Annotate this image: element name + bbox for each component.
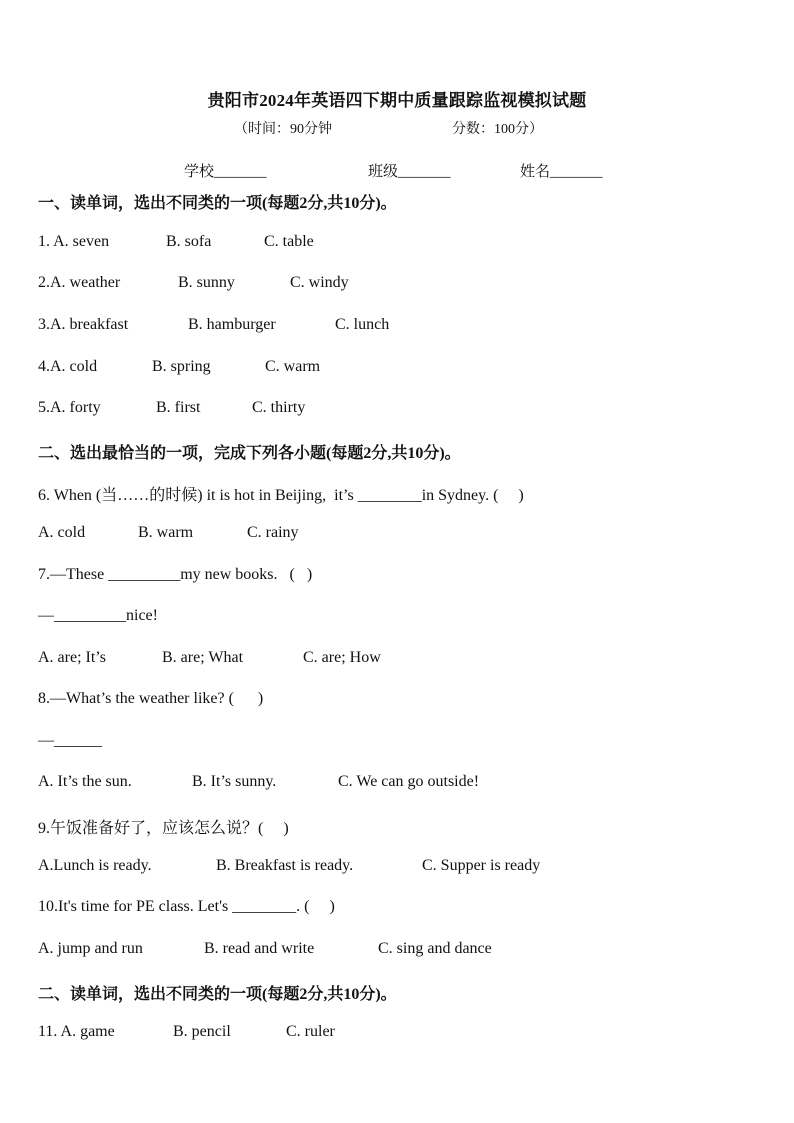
question-8-option-b: B. It’s sunny. xyxy=(192,773,277,790)
question-8-option-a: A. It’s the sun. xyxy=(38,773,132,790)
question-6-option-a: A. cold xyxy=(38,524,86,541)
question-10-option-a: A. jump and run xyxy=(38,940,143,957)
question-4-option-a: 4.A. cold xyxy=(38,358,98,375)
question-9-option-c: C. Supper is ready xyxy=(422,857,541,874)
school-field: 学校_______ xyxy=(184,164,267,180)
question-1-option-a: 1. A. seven xyxy=(38,233,110,250)
exam-title: 贵阳市2024年英语四下期中质量跟踪监视模拟试题 xyxy=(207,91,587,110)
class-field: 班级_______ xyxy=(368,164,451,180)
question-3-option-a: 3.A. breakfast xyxy=(38,316,129,333)
question-4-option-b: B. spring xyxy=(152,358,211,375)
question-5-option-a: 5.A. forty xyxy=(38,399,101,416)
question-6-option-c: C. rainy xyxy=(247,524,299,541)
question-10-option-b: B. read and write xyxy=(204,940,315,957)
question-9-option-b: B. Breakfast is ready. xyxy=(216,857,354,874)
question-3-option-c: C. lunch xyxy=(335,316,390,333)
exam-time: （时间：90分钟 xyxy=(234,122,332,137)
question-7-stem-reply: —_________nice! xyxy=(38,607,158,624)
question-7-option-c: C. are; How xyxy=(303,649,381,666)
question-1-option-b: B. sofa xyxy=(166,233,212,250)
question-3-option-b: B. hamburger xyxy=(188,316,276,333)
question-10-option-c: C. sing and dance xyxy=(378,940,492,957)
question-8-stem-reply: —______ xyxy=(38,732,102,749)
exam-score: 分数：100分） xyxy=(452,122,543,137)
section-3-heading: 二、读单词，选出不同类的一项(每题2分,共10分)。 xyxy=(38,986,397,1003)
section-1-heading: 一、读单词，选出不同类的一项(每题2分,共10分)。 xyxy=(38,195,397,212)
question-8-option-c: C. We can go outside! xyxy=(338,773,480,790)
question-8-stem: 8.—What’s the weather like? ( ) xyxy=(38,690,264,707)
question-11-option-b: B. pencil xyxy=(173,1023,231,1040)
question-2-option-a: 2.A. weather xyxy=(38,274,121,291)
question-9-option-a: A.Lunch is ready. xyxy=(38,857,152,874)
question-1-option-c: C. table xyxy=(264,233,314,250)
question-11-option-c: C. ruler xyxy=(286,1023,335,1040)
question-10-stem: 10.It's time for PE class. Let's ________. ( ) xyxy=(38,898,335,915)
question-6-stem: 6. When (当……的时候) it is hot in Beijing, it’s ________in Sydney. ( ) xyxy=(38,487,524,504)
question-2-option-c: C. windy xyxy=(290,274,349,291)
question-6-option-b: B. warm xyxy=(138,524,194,541)
name-field: 姓名_______ xyxy=(520,164,603,180)
section-2-heading: 二、选出最恰当的一项，完成下列各小题(每题2分,共10分)。 xyxy=(38,445,461,462)
question-4-option-c: C. warm xyxy=(265,358,321,375)
question-5-option-c: C. thirty xyxy=(252,399,306,416)
question-2-option-b: B. sunny xyxy=(178,274,235,291)
question-9-stem: 9.午饭准备好了，应该怎么说？( ) xyxy=(38,820,289,837)
question-7-option-b: B. are; What xyxy=(162,649,244,666)
question-7-option-a: A. are; It’s xyxy=(38,649,106,666)
question-11-option-a: 11. A. game xyxy=(38,1023,115,1040)
question-5-option-b: B. first xyxy=(156,399,201,416)
question-7-stem: 7.—These _________my new books. ( ) xyxy=(38,566,313,583)
